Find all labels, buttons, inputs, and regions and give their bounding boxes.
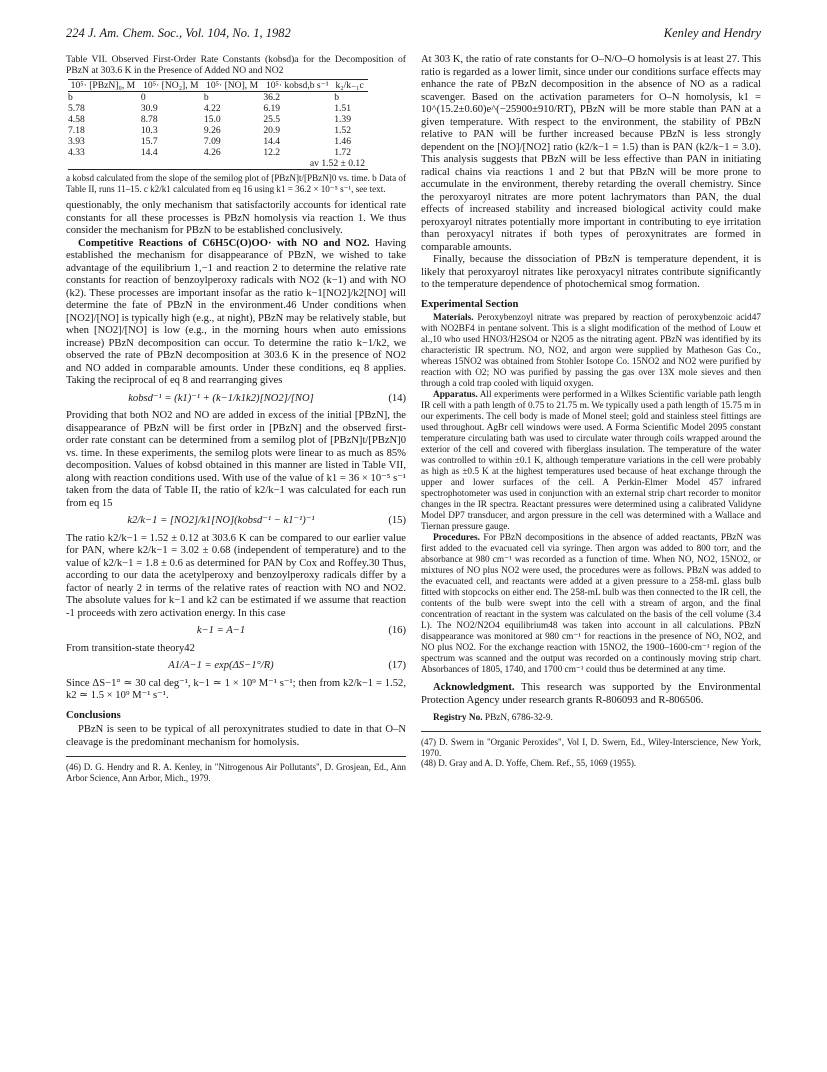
table-cell: 1.72 <box>334 147 352 158</box>
equation-16: k−1 = A−1 (16) <box>196 625 406 636</box>
table-row <box>68 114 368 125</box>
table-header-cell: 10⁵· [NO₂], M <box>141 80 204 92</box>
table-cell: 9.26 <box>203 125 221 136</box>
table-cell: 1.51 <box>334 103 352 114</box>
paragraph: Since ΔS−1° ≃ 30 cal deg⁻¹, k−1 ≃ 1 × 10⁹ M⁻¹ s⁻¹; then from k2/k−1 = 1.52, k2 ≃ 1.5 × 10⁹ M⁻¹ s⁻¹. <box>66 677 406 701</box>
footnote-48: (48) D. Gray and A. D. Yoffe, Chem. Ref., 55, 1069 (1955). <box>421 758 637 768</box>
acknowledgment: Acknowledgment. This research was supported by the Environmental Protection Agency under research grants R-806093 and R-806506. <box>421 682 761 706</box>
footnote-47: (47) D. Swern in "Organic Peroxides", Vol I, D. Swern, Ed., Wiley-Interscience, New York, 1970. <box>421 737 761 758</box>
table-cell: 4.26 <box>203 147 221 158</box>
materials-paragraph: Materials. Peroxybenzoyl nitrate was prepared by reaction of peroxybenzoic acid47 with NO2BF4 in pentane solvent. This is a slight modification of the method of Louw et al.,10 who used HNO3/H2SO4 or N2O5 as the nitrating agent. PBzN was identified by its characteristic IR spectrum. NO, NO2, and argon were supplied by Matheson Gas Co., whereas 15NO2 was obtained from Stohler Isotope Co. 15NO2 and NO2 were purified by reaction with O2; NO was purified by passing the gas over 13X mole sieves and then through a cold trap cooled with liquid oxygen. <box>421 313 761 389</box>
table-footnote: a kobsd calculated from the slope of the semilog plot of [PBzN]t/[PBzN]0 vs. time. b Data of Table II, runs 11–15. c k2/k1 calculated from eq 16 using k1 = 36.2 × 10⁻⁵ s⁻¹, see text. <box>66 173 406 194</box>
table-cell: 12.2 <box>263 147 281 158</box>
table-cell: 4.33 <box>68 147 85 158</box>
table-cell: 0 <box>140 92 146 103</box>
paragraph: questionably, the only mechanism that satisfactorily accounts for identical rate constants for all these processes is PBzN homolysis via reaction 1. We thus consider the mechanism for PBzN to be established conclusively. <box>66 200 406 236</box>
table-row <box>68 125 368 136</box>
paragraph: PBzN is seen to be typical of all peroxynitrates studied to date in that O–N cleavage is the predominant mechanism for homolysis. <box>66 724 406 748</box>
table-header-cell: 10⁵· [PBzN]₀, M <box>68 80 141 92</box>
page-header: 224 J. Am. Chem. Soc., Vol. 104, No. 1, 1982 <box>66 26 291 40</box>
table-cell: 30.9 <box>140 103 158 114</box>
right-column <box>421 54 761 769</box>
paragraph: Providing that both NO2 and NO are added in excess of the initial [PBzN], the disappearance of PBzN will be first order in [PBzN] and the observed first-order rate constant can be determined from a semilog plot of [PBzN]t/[PBzN]0 vs. time. In these experiments, the semilog plots were linear to as much as 85% decomposition. Values of kobsd obtained in this manner are listed in Table VII, along with reaction conditions used. With use of the value of k1 = 36 × 10⁻⁵ s⁻¹ taken from the data of Table II, the ratio of k2/k−1 was calculated for each run from eq 15 <box>66 410 406 509</box>
table-row <box>68 147 368 158</box>
table-row <box>68 103 368 114</box>
table-header-cell: 10⁵· kobsd,b s⁻¹ <box>263 80 334 92</box>
left-column <box>66 54 406 783</box>
registry-number: Registry No. PBzN, 6786-32-9. <box>433 713 553 723</box>
table-header-cell: k₂/k₋₁c <box>334 80 368 92</box>
authors-header: Kenley and Hendry <box>663 26 761 40</box>
table-cell: 3.93 <box>68 136 85 147</box>
paragraph: Finally, because the dissociation of PBzN is temperature dependent, it is likely that peroxyaroyl nitrates like peroxyacyl nitrates contribute significantly to the temperature dependence of photochemical smog formation. <box>421 254 761 290</box>
table-cell: 15.7 <box>140 136 158 147</box>
table-caption: Table VII. Observed First-Order Rate Constants (kobsd)a for the Decomposition of PBzN at 303.6 K in the Presence of Added NO and NO2 <box>66 54 406 76</box>
equation-14: kobsd⁻¹ = (k1)⁻¹ + (k−1/k1k2)[NO2]/[NO] (14) <box>128 392 406 404</box>
table-cell: 36.2 <box>263 92 281 103</box>
section-heading: Conclusions <box>66 709 121 721</box>
table-cell: 1.52 <box>334 125 352 136</box>
table-cell: 25.5 <box>263 114 281 125</box>
table-header-cell: 10⁵· [NO], M <box>204 80 263 92</box>
table-cell: b <box>203 92 209 103</box>
table-cell: 4.58 <box>68 114 85 125</box>
apparatus-paragraph: Apparatus. All experiments were performed in a Wilkes Scientific variable path length IR cell with a path length of 0.75 to 21.75 m. We typically used a path length of 15.75 m in our experiments. The cell body is made of Monel steel; gold and stainless steel fittings are used throughout. AgBr cell windows were used. A Forma Scientific Model 2095 constant temperature circulating bath was used to circulate water through coils wrapped around the exterior of the cell and covered with fiberglass insulation. The temperature of the water was controlled to within ±0.1 K, although temperature variations in the cell were probably as high as ±0.5 K at the highest temperatures used because of heat exchange through the upper and lower surfaces of the cell. A Perkin-Elmer Model 457 infrared spectrophotometer was used in conjunction with an external strip chart recorder to monitor changes in the IR spectra. Reactant pressures were determined using a calibrated Validyne Model DP7 transducer, and argon pressure in the cell was determined with a Wallace and Tiernan pressure gauge. <box>421 390 762 532</box>
table-average: av 1.52 ± 0.12 <box>68 158 368 170</box>
footnote-rule <box>421 731 761 732</box>
table-cell: 14.4 <box>263 136 281 147</box>
table-cell: 7.09 <box>203 136 221 147</box>
section-heading: Competitive Reactions of C6H5C(O)OO· with NO and NO2. <box>78 237 370 249</box>
equation-17: A1/A−1 = exp(ΔS−1°/R) (17) <box>168 660 406 671</box>
table-cell: 1.39 <box>334 114 352 125</box>
table-average-row <box>68 158 368 170</box>
rate-constant-table <box>68 79 368 170</box>
paragraph: At 303 K, the ratio of rate constants for O–N/O–O homolysis is at least 27. This ratio is regarded as a lower limit, since under our conditions surface effects may enhance the rate of PBzN decomposition in the absence of NO as a radical scavenger. Based on the activation parameters for O–N homolysis, k1 = 10^(15.2±0.60)e^(−25900±910/RT), PBzN will be more stable than PAN at a given temperature. With respect to the environment, the stability of PBzN relative to PAN will be further increased because PBzN is less strongly dependent on the [NO]/[NO2] ratio (k2/k−1 = 1.5) than is PAN (k2/k−1 = 3.0). This analysis suggests that PBzN will be less effective than PAN in initiating radical chains via reactions 1 and 2 but that PBzN will be more prone to accumulate in the environment, thereby retarding the overall chemistry. Since the peroxyaroyl nitrates are more potent lachrymators than PAN, the dual effects of increased stability and increased biological activity could make peroxyaroyl nitrates potentially more important in contributing to eye irritation than peroxyacyl nitrates if both types of peroxynitrates are formed in comparable amounts. <box>421 54 761 253</box>
procedures-paragraph: Procedures. For PBzN decompositions in the absence of added reactants, PBzN was first added to the evacuated cell via syringe. Then argon was added to 800 torr, and the absorbance at 980 cm⁻¹ was recorded as a function of time. When NO, NO2, 15NO2, or mixtures of NO plus NO2 were used, the procedures were as follows. PBzN was added to the evacuated cell, and reactants were added at a given pressure to a 258-mL glass bulb fitted with stopcocks on either end. The 258-mL bulb was then connected to the IR cell, the contents of the bulb were swept into the cell with a stream of argon, and the final concentration of reactant in the system was calculated on the basis of the cell volume (3.4 L). The NO2/N2O4 equilibrium48 was taken into account in all calculations. PBzN disappearance was monitored at 980 cm⁻¹ for reactions in the presence of NO, NO2, and NO plus NO2. For the exchange reaction with 15NO2, the 1900–1600-cm⁻¹ region of the spectrum was scanned and the output was recorded on a continously moving strip chart. Absorbances of 1805, 1740, and 1700 cm⁻¹ could thus be determined at any time. <box>421 533 761 675</box>
table-cell: 1.46 <box>334 136 352 147</box>
table-cell: 14.4 <box>140 147 158 158</box>
table-cell: 8.78 <box>140 114 158 125</box>
table-cell: b <box>68 92 73 103</box>
table-row <box>68 136 368 147</box>
table-cell: 4.22 <box>203 103 221 114</box>
table-row <box>68 92 368 104</box>
paragraph: Competitive Reactions of C6H5C(O)OO· with NO and NO2. Having established the mechanism for disappearance of PBzN, we wished to take advantage of the equilibrium 1,−1 and reaction 2 to determine the relative rate constants for reaction of benzoylperoxy radicals with NO2 (k−1) and with NO (k2). These processes are important insofar as the ratio k−1[NO2]/k2[NO] will determine the fate of PBzN in the environment.46 Under conditions when [NO2]/[NO] is typically high (e.g., at night), PBzN may be relatively stable, but when [NO2]/[NO] is low (e.g., in the morning hours when auto emissions increase) PBzN decomposition can occur. To determine the ratio k−1/k2, we observed the rate of PBzN decomposition at 303.6 K in the presence of NO2 and NO added in comparable amounts. Under these conditions, eq 8 applies. Taking the reciprocal of eq 8 and rearranging gives <box>66 237 406 386</box>
table-cell: b <box>334 92 340 103</box>
table-cell: 20.9 <box>263 125 281 136</box>
table-cell: 10.3 <box>140 125 158 136</box>
running-header <box>66 26 761 41</box>
table-cell: 7.18 <box>68 125 85 136</box>
equation-15: k2/k−1 = [NO2]/k1[NO](kobsd⁻¹ − k1⁻¹)⁻¹ (15) <box>127 515 406 526</box>
table-cell: 6.19 <box>263 103 281 114</box>
paragraph: From transition-state theory42 <box>66 642 195 654</box>
paragraph: The ratio k2/k−1 = 1.52 ± 0.12 at 303.6 K can be compared to our earlier value for PAN, where k2/k−1 = 3.02 ± 0.68 (independent of temperature) and to the value of k2/k−1 = 1.8 ± 0.6 as determined for PAN by Cox and Roffey.30 Thus, according to our data the acetylperoxy and benzoylperoxy radicals differ by a factor of nearly 2 in terms of the relative rates of reaction with NO and NO2. The absolute values for k−1 and k2 can be estimated if we assume that reaction -1 proceeds with zero activation energy. In this case <box>66 532 406 619</box>
table-cell: 15.0 <box>203 114 221 125</box>
footnote-46: (46) D. G. Hendry and R. A. Kenley, in "Nitrogenous Air Pollutants", D. Grosjean, Ed., Ann Arbor Science, Ann Arbor, Mich., 1979. <box>66 762 406 783</box>
footnote-rule <box>66 756 406 757</box>
section-heading: Experimental Section <box>421 298 519 310</box>
table-cell: 5.78 <box>68 103 85 114</box>
